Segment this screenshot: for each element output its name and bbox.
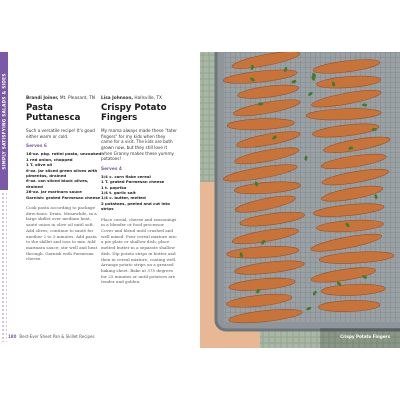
recipe-byline xyxy=(26,96,102,101)
ingredient-item: 6-oz. jar sliced green olives with pimentos, drained xyxy=(26,167,98,178)
section-tab xyxy=(0,52,8,190)
ingredient-item: 1 T. grated Parmesan cheese xyxy=(101,179,165,185)
recipe-serves: Serves 4 xyxy=(101,166,122,172)
recipe-crispy-potato-fingers xyxy=(101,96,177,285)
ingredient-item: 3/4 c. corn flake cereal xyxy=(101,173,151,179)
author-place: Hallsville, TX xyxy=(134,96,162,101)
decorative-dot-pattern xyxy=(1,192,7,342)
ingredient-item: 1/4 c. butter, melted xyxy=(101,195,146,201)
ingredient-item: 2 potatoes, peeled and cut into strips xyxy=(101,200,170,212)
ingredient-item: 1 T. olive oil xyxy=(26,162,53,168)
page-footer xyxy=(8,334,95,339)
ingredient-item: Garnish: grated Parmesan cheese xyxy=(26,194,101,200)
ingredient-item: 6-oz. can sliced black olives, drained xyxy=(26,178,89,189)
left-page xyxy=(0,52,200,348)
photo-caption: Crispy Potato Fingers xyxy=(340,334,390,339)
recipe-directions: Place cereal, cheese and seasonings in a blender or food processor. Cover and blend until crushed and well mixed. Pour cereal mixture into a pie plate or shallow dish; place melted butter in a separate shallow dish. Dip potato strips in butter and then in cereal mixture, coating well. Arrange potato strips on a greased baking sheet. Bake at 375 degrees for 25 minutes or until potatoes are tender and golden. xyxy=(101,216,177,285)
section-tab-label: SIMPLY SATISFYING SALADS & SIDES xyxy=(1,72,7,170)
recipe-serves: Serves 6 xyxy=(26,144,47,150)
ingredient-item: 1 t. paprika xyxy=(101,184,127,190)
ingredient-item: 1 red onion, chopped xyxy=(26,156,73,162)
right-page xyxy=(200,52,400,348)
recipe-intro: My mama always made these "tater fingers" for my kids when they came for a visit. The kids are both grown now, but they still love it when Granny makes these yummy potatoes! xyxy=(101,128,178,162)
ingredient-item: 26-oz. jar marinara sauce xyxy=(26,189,82,195)
recipe-pasta-puttanesca xyxy=(26,96,102,262)
book-title: Best-Ever Sheet Pan & Skillet Recipes xyxy=(19,334,95,339)
author-name: Brandi Joiner, xyxy=(26,96,59,101)
parsley-leaf xyxy=(258,102,263,105)
ingredient-item: 16-oz. pkg. rotini pasta, uncooked xyxy=(26,151,102,157)
food-photo xyxy=(200,52,400,348)
author-place: Mt. Pleasant, TN xyxy=(59,96,95,101)
recipe-intro: Such a versatile recipe! It's good either warm or cold. xyxy=(26,128,95,139)
ingredient-item: 1/4 t. garlic salt xyxy=(101,189,136,195)
book-spread xyxy=(0,52,400,348)
recipe-directions: Cook pasta according to package directions. Drain. Meanwhile, in a large skillet over medium heat, sauté onion in olive oil until soft. Add olives; continue to sauté for another 2 to 3 minutes. Add pasta to the skillet and toss to mix. Add marinara sauce; stir well and heat through. Garnish with Parmesan cheese. xyxy=(26,205,98,262)
author-name: Lisa Johnson, xyxy=(101,96,134,101)
recipe-title: Pasta Puttanesca xyxy=(26,103,81,123)
recipe-title: Crispy Potato Fingers xyxy=(101,103,167,123)
ingredient-list xyxy=(26,151,102,200)
recipe-byline xyxy=(101,96,177,101)
ingredient-list xyxy=(101,174,177,212)
page-number: 180 xyxy=(8,334,17,339)
